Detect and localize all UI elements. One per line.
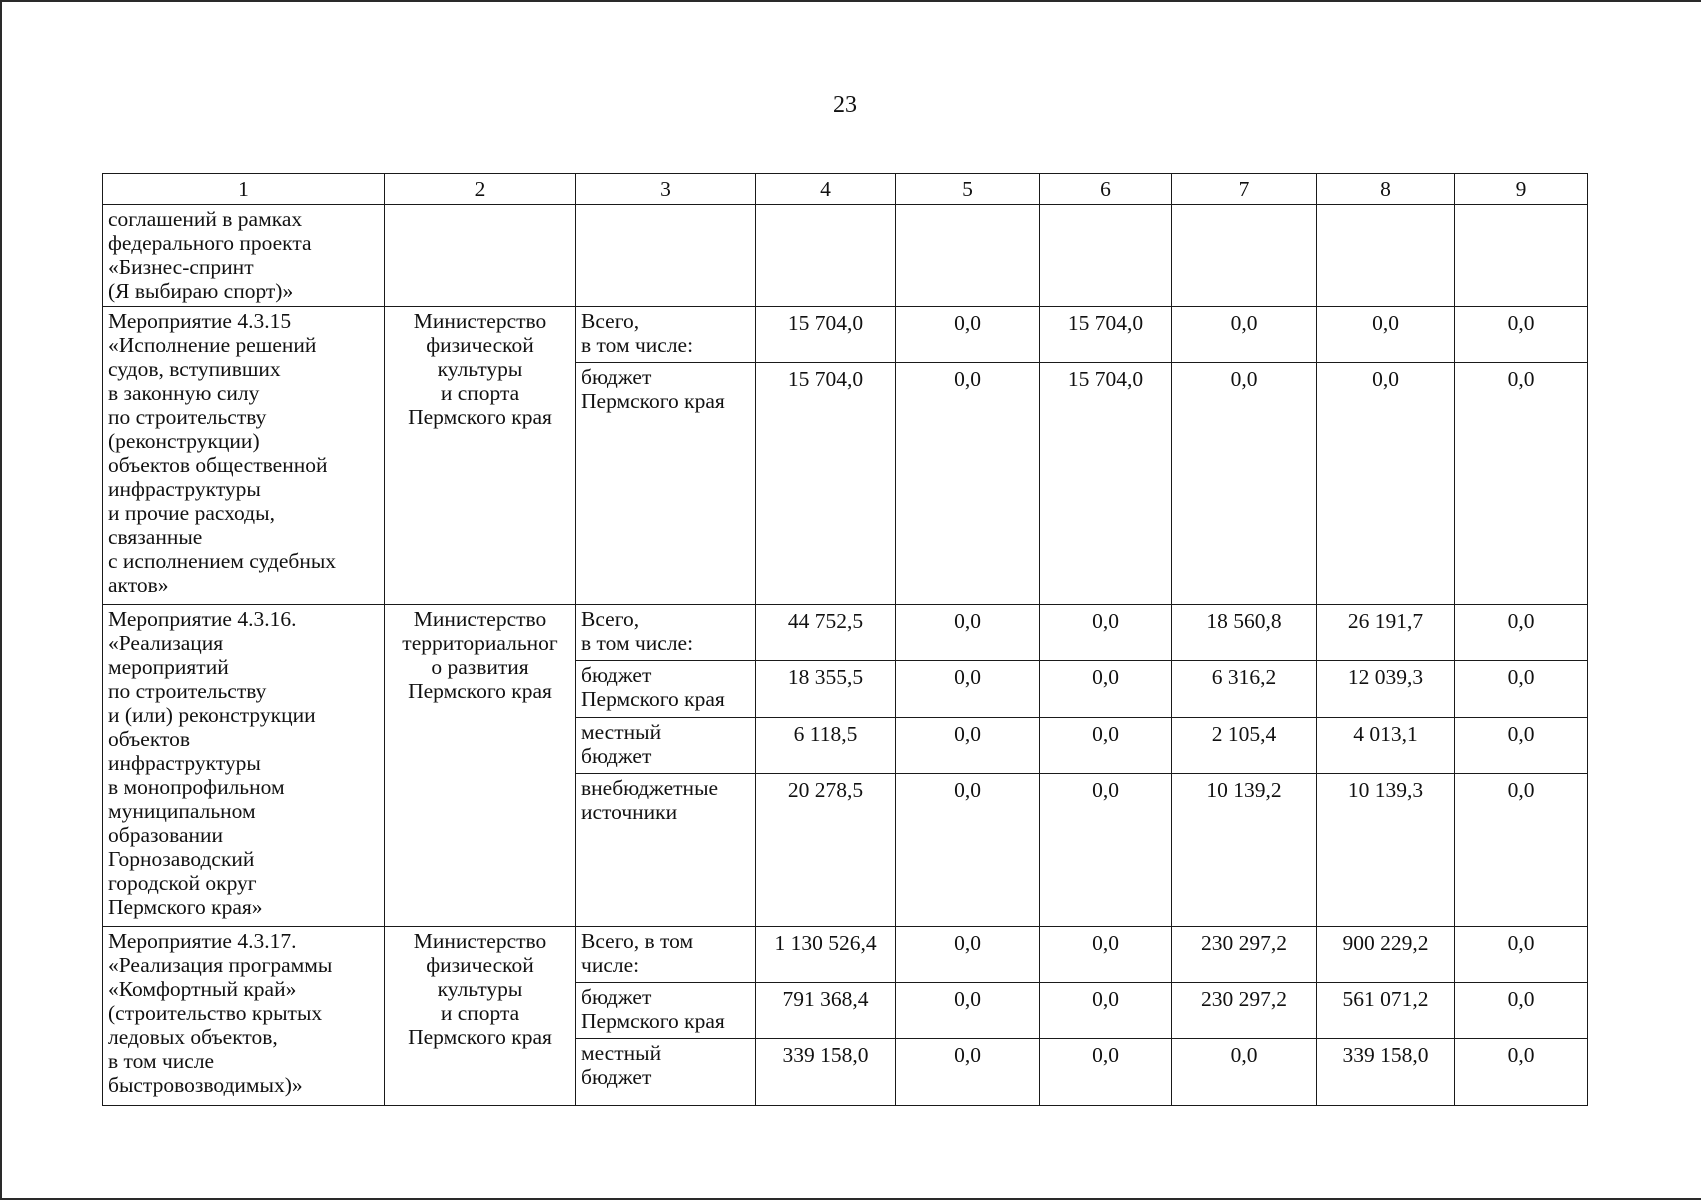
value-cell: 0,0 [896,983,1040,1039]
value-cell: 0,0 [1455,307,1588,363]
value-cell: 0,0 [1455,363,1588,605]
budget-table [102,173,1588,1106]
value-cell: 900 229,2 [1317,927,1455,983]
value-cell: 791 368,4 [756,983,896,1039]
value-cell: 0,0 [896,1039,1040,1106]
header-cell: 1 [103,174,385,205]
value-cell: 0,0 [1455,718,1588,774]
value-cell: 15 704,0 [756,363,896,605]
funding-source: Всего, в том числе: [576,605,756,661]
value-cell: 0,0 [1040,718,1172,774]
funding-source: местный бюджет [576,1039,756,1106]
header-cell: 6 [1040,174,1172,205]
value-cell: 0,0 [1040,927,1172,983]
value-cell: 10 139,2 [1172,774,1317,927]
table-row [103,307,1588,363]
value-cell: 6 118,5 [756,718,896,774]
value-cell: 18 560,8 [1172,605,1317,661]
empty-cell [896,205,1040,307]
funding-source: бюджет Пермского края [576,363,756,605]
header-row [103,174,1588,205]
value-cell: 561 071,2 [1317,983,1455,1039]
value-cell: 0,0 [1040,1039,1172,1106]
value-cell: 0,0 [1317,363,1455,605]
value-cell: 0,0 [1317,307,1455,363]
empty-cell [1455,205,1588,307]
table-row [103,927,1588,983]
value-cell: 20 278,5 [756,774,896,927]
empty-cell [385,205,576,307]
value-cell: 0,0 [896,718,1040,774]
value-cell: 0,0 [1040,605,1172,661]
funding-source: местный бюджет [576,718,756,774]
page-number: 23 [833,92,857,118]
activity-executor: Министерство территориальног о развития Пермского края [385,605,576,927]
header-cell: 5 [896,174,1040,205]
value-cell: 0,0 [896,774,1040,927]
activity-name: Мероприятие 4.3.16. «Реализация мероприятий по строительству и (или) реконструкции объектов инфраструктуры в монопрофильном муниципальном образовании Горнозаводский городской округ Пермского края» [103,605,385,927]
value-cell: 15 704,0 [756,307,896,363]
header-cell: 7 [1172,174,1317,205]
value-cell: 2 105,4 [1172,718,1317,774]
value-cell: 15 704,0 [1040,363,1172,605]
empty-cell [756,205,896,307]
value-cell: 15 704,0 [1040,307,1172,363]
activity-executor: Министерство физической культуры и спорта Пермского края [385,307,576,605]
value-cell: 10 139,3 [1317,774,1455,927]
empty-cell [576,205,756,307]
value-cell: 0,0 [1172,307,1317,363]
activity-executor: Министерство физической культуры и спорта Пермского края [385,927,576,1106]
value-cell: 1 130 526,4 [756,927,896,983]
value-cell: 0,0 [1455,774,1588,927]
value-cell: 0,0 [1172,363,1317,605]
empty-cell [1172,205,1317,307]
value-cell: 0,0 [896,661,1040,718]
value-cell: 0,0 [1172,1039,1317,1106]
value-cell: 4 013,1 [1317,718,1455,774]
value-cell: 26 191,7 [1317,605,1455,661]
value-cell: 339 158,0 [1317,1039,1455,1106]
value-cell: 0,0 [896,927,1040,983]
value-cell: 0,0 [896,363,1040,605]
empty-cell [1317,205,1455,307]
activity-name: Мероприятие 4.3.15 «Исполнение решений судов, вступивших в законную силу по строительству (реконструкции) объектов общественной инфраструктуры и прочие расходы, связанные с исполнением судебных актов» [103,307,385,605]
continuation-row [103,205,1588,307]
value-cell: 0,0 [1455,605,1588,661]
funding-source: бюджет Пермского края [576,661,756,718]
value-cell: 230 297,2 [1172,983,1317,1039]
table-row [103,605,1588,661]
value-cell: 6 316,2 [1172,661,1317,718]
funding-source: бюджет Пермского края [576,983,756,1039]
value-cell: 0,0 [1040,774,1172,927]
value-cell: 0,0 [1455,927,1588,983]
value-cell: 0,0 [896,605,1040,661]
header-cell: 3 [576,174,756,205]
header-cell: 8 [1317,174,1455,205]
funding-source: Всего, в том числе: [576,307,756,363]
continuation-text: соглашений в рамках федерального проекта «Бизнес-спринт (Я выбираю спорт)» [103,205,385,307]
header-cell: 2 [385,174,576,205]
value-cell: 0,0 [896,307,1040,363]
value-cell: 44 752,5 [756,605,896,661]
value-cell: 12 039,3 [1317,661,1455,718]
funding-source: внебюджетные источники [576,774,756,927]
value-cell: 339 158,0 [756,1039,896,1106]
value-cell: 18 355,5 [756,661,896,718]
value-cell: 0,0 [1455,1039,1588,1106]
value-cell: 0,0 [1040,983,1172,1039]
value-cell: 0,0 [1455,983,1588,1039]
value-cell: 0,0 [1040,661,1172,718]
header-cell: 4 [756,174,896,205]
funding-source: Всего, в том числе: [576,927,756,983]
value-cell: 0,0 [1455,661,1588,718]
header-cell: 9 [1455,174,1588,205]
activity-name: Мероприятие 4.3.17. «Реализация программы «Комфортный край» (строительство крытых ледовых объектов, в том числе быстровозводимых)» [103,927,385,1106]
empty-cell [1040,205,1172,307]
value-cell: 230 297,2 [1172,927,1317,983]
